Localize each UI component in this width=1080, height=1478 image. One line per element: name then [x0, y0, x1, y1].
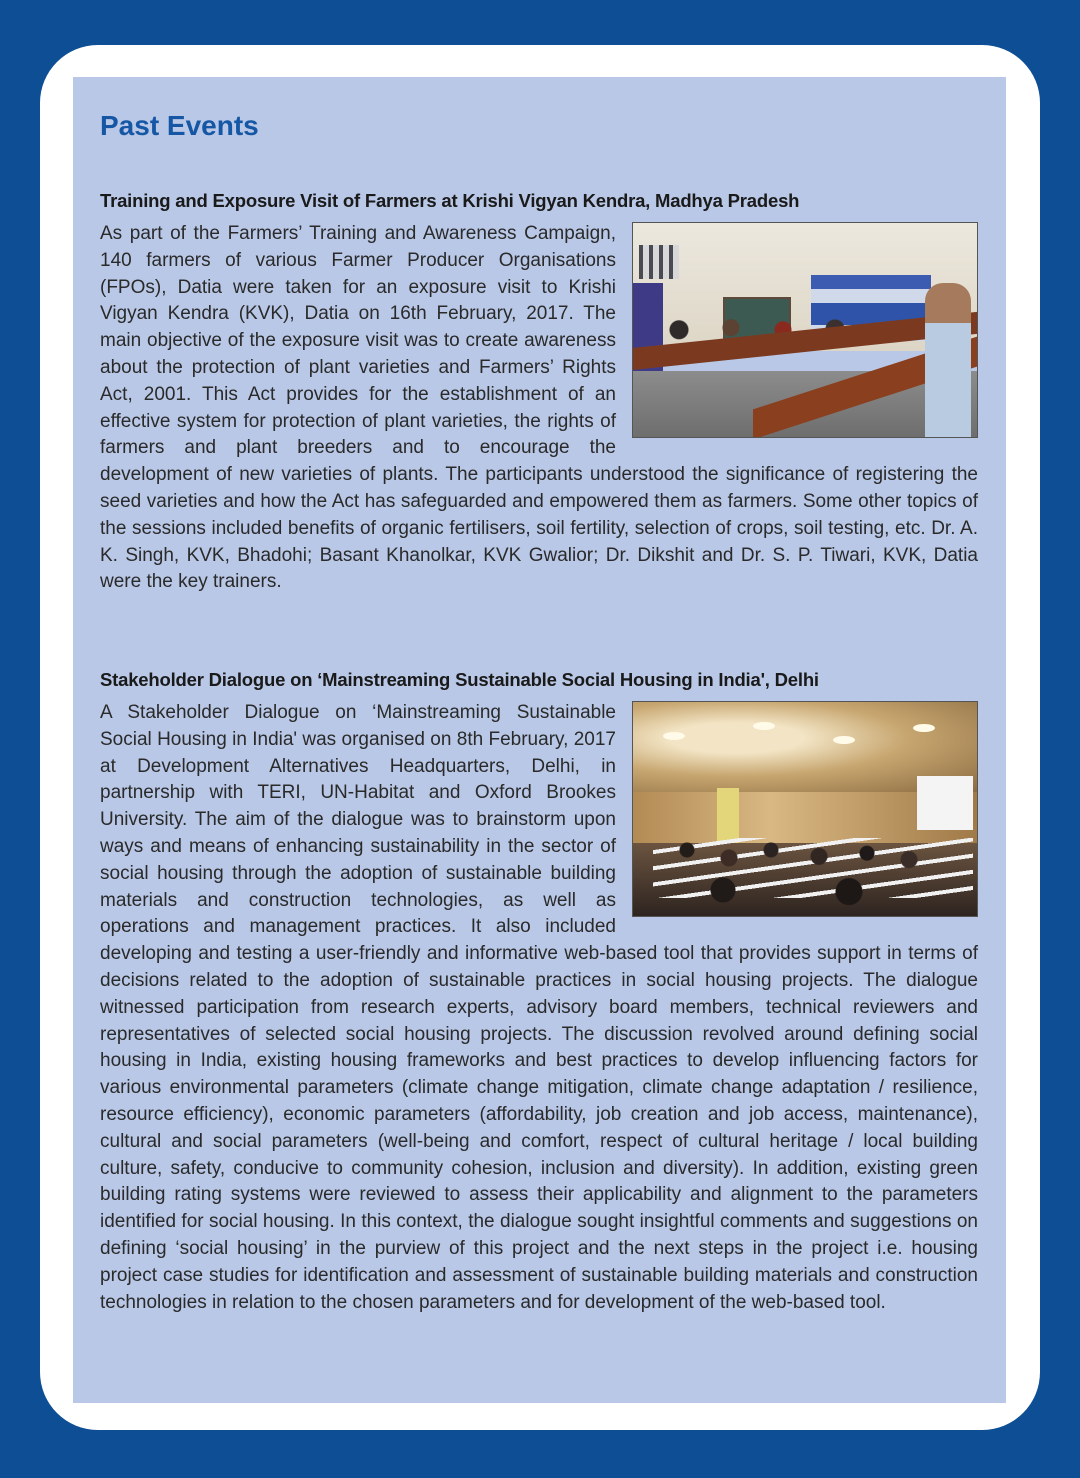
- article-stakeholder-dialogue: [100, 669, 978, 1316]
- article-body: As part of the Farmers’ Training and Awareness Campaign, 140 farmers of various Farmer Producer Organisations (FPOs), Datia were taken for an exposure visit to Krishi Vigyan Kendra (KVK), Datia on 16th February, 2017. The main objective of the exposure visit was to create awareness about the protection of plant varieties and Farmers’ Rights Act, 2001. This Act provides for the establishment of an effective system for protection of plant varieties, the rights of farmers and plant breeders and to encourage the development of new varieties of plants. The participants understood the significance of registering the seed varieties and how the Act has safeguarded and empowered them as farmers. Some other topics of the sessions included benefits of organic fertilisers, soil fertility, selection of crops, soil testing, etc. Dr. A. K. Singh, KVK, Bhadohi; Basant Khanolkar, KVK Gwalior; Dr. Dikshit and Dr. S. P. Tiwari, KVK, Datia were the key trainers.: [100, 223, 978, 593]
- article-heading: Stakeholder Dialogue on ‘Mainstreaming Sustainable Social Housing in India', Delhi: [100, 669, 819, 690]
- farmers-meeting-photo: [632, 222, 978, 438]
- stakeholder-dialogue-photo: [632, 701, 978, 917]
- article-farmers-training: [100, 190, 978, 596]
- article-body: A Stakeholder Dialogue on ‘Mainstreaming Sustainable Social Housing in India' was organised on 8th February, 2017 at Development Alternatives Headquarters, Delhi, in partnership with TERI, UN-Habitat and Oxford Brookes University. The aim of the dialogue was to brainstorm upon ways and means of enhancing sustainability in the sector of social housing through the adoption of sustainable building materials and construction technologies, as well as operations and management practices. It also included developing and testing a user-friendly and informative web-based tool that provides support in terms of decisions related to the adoption of sustainable practices in social housing projects. The dialogue witnessed participation from research experts, advisory board members, technical reviewers and representatives of selected social housing projects. The discussion revolved around defining social housing in India, existing housing frameworks and best practices to develop influencing factors for various environmental parameters (climate change mitigation, climate change adaptation / resilience, resource efficiency), economic parameters (affordability, job creation and job access, maintenance), cultural and social parameters (well-being and comfort, respect of cultural heritage / local building culture, safety, conducive to community cohesion, inclusion and diversity). In addition, existing green building rating systems were reviewed to assess their applicability and alignment to the parameters identified for social housing. In this context, the dialogue sought insightful comments and suggestions on defining ‘social housing’ in the purview of this project and the next steps in the project i.e. housing project case studies for identification and assessment of sustainable building materials and construction technologies in relation to the chosen parameters and for development of the web-based tool.: [100, 702, 978, 1313]
- section-title: Past Events: [100, 110, 259, 141]
- article-heading: Training and Exposure Visit of Farmers at Krishi Vigyan Kendra, Madhya Pradesh: [100, 190, 800, 211]
